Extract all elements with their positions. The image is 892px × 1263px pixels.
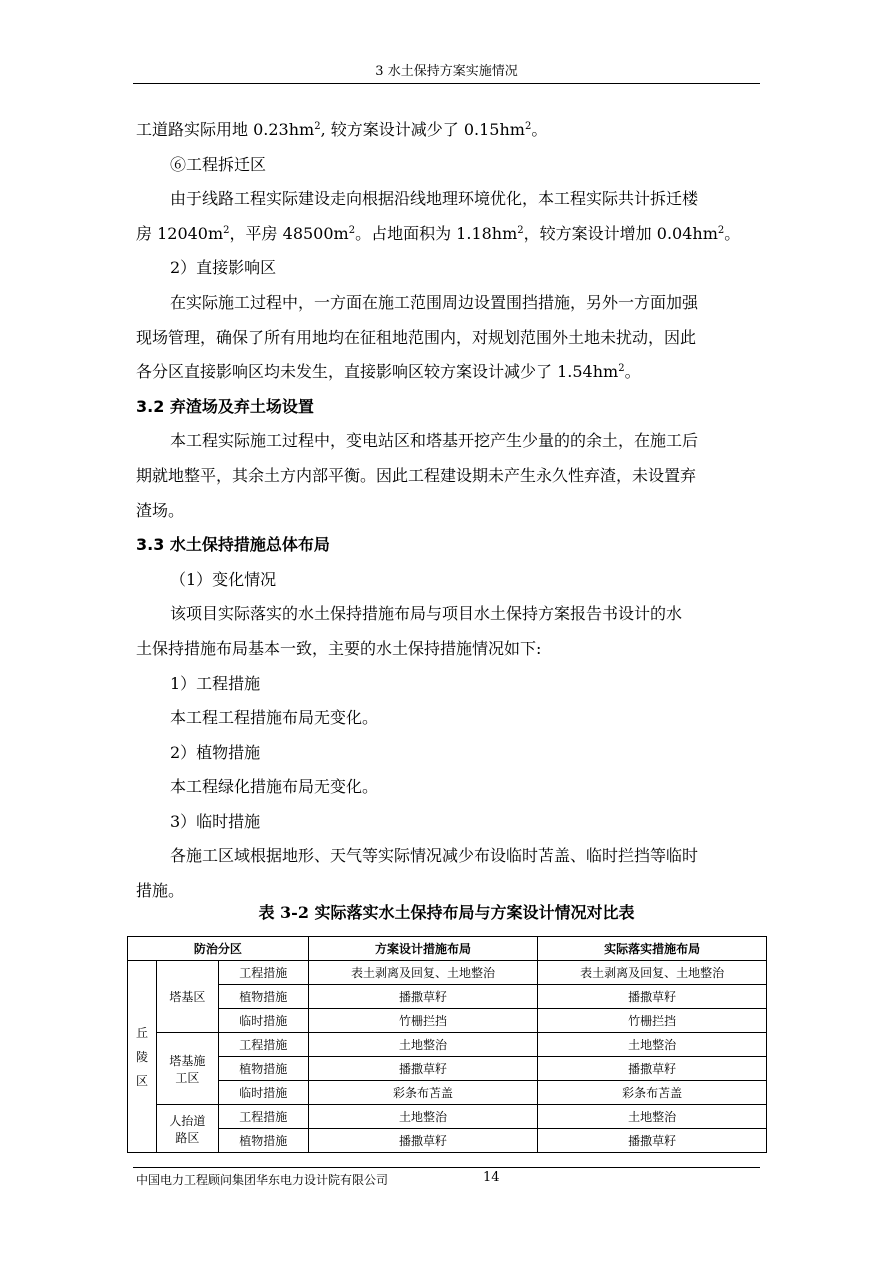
- paragraph: 措施。: [136, 881, 185, 901]
- paragraph: 本工程工程措施布局无变化。: [170, 708, 379, 728]
- table-title: 表 3-2 实际落实水土保持布局与方案设计情况对比表: [258, 903, 635, 922]
- paragraph: 现场管理，确保了所有用地均在征租地范围内，对规划范围外土地未扰动，因此: [136, 327, 697, 347]
- paragraph: 工道路实际用地 $0.23hm^2$, 较方案设计减少了 $0.15hm^2$。: [136, 120, 548, 139]
- table-row: [128, 1057, 767, 1081]
- header-rule: [133, 83, 760, 84]
- footer-rule: [133, 1167, 760, 1168]
- actual-cell: 土地整治: [538, 1033, 767, 1057]
- measure-type: 植物措施: [218, 1057, 308, 1081]
- header-plan: 方案设计措施布局: [308, 937, 538, 961]
- measure-type: 临时措施: [218, 1009, 308, 1033]
- table-row: [128, 1033, 767, 1057]
- paragraph: 3）临时措施: [170, 811, 261, 831]
- measure-type: 工程措施: [218, 1033, 308, 1057]
- table-row: [128, 961, 767, 985]
- plan-cell: 竹栅拦挡: [308, 1009, 538, 1033]
- paragraph: 2）植物措施: [170, 742, 261, 762]
- measure-type: 工程措施: [218, 961, 308, 985]
- body-text: [136, 113, 760, 909]
- paragraph: 在实际施工过程中，一方面在施工范围周边设置围挡措施，另外一方面加强: [170, 292, 699, 312]
- actual-cell: 彩条布苫盖: [538, 1081, 767, 1105]
- header-actual: 实际落实措施布局: [538, 937, 767, 961]
- actual-cell: 土地整治: [538, 1105, 767, 1129]
- paragraph: 房 $12040m^2$，平房 $48500m^2$。占地面积为 $1.18hm^2$，较方案设计增加 $0.04hm^2$。: [136, 223, 741, 243]
- zone-cell: [156, 1033, 218, 1105]
- plan-cell: 播撒草籽: [308, 1129, 538, 1153]
- measure-type: 植物措施: [218, 985, 308, 1009]
- actual-cell: 播撒草籽: [538, 1057, 767, 1081]
- table-row: [128, 985, 767, 1009]
- table-header-row: [128, 937, 767, 961]
- zone-label: 塔基施 工区: [169, 1053, 206, 1085]
- plan-cell: 表土剥离及回复、土地整治: [308, 961, 538, 985]
- actual-cell: 表土剥离及回复、土地整治: [538, 961, 767, 985]
- plan-cell: 彩条布苫盖: [308, 1081, 538, 1105]
- measure-type: 工程措施: [218, 1105, 308, 1129]
- paragraph: 2）直接影响区: [170, 258, 277, 278]
- paragraph: 由于线路工程实际建设走向根据沿线地理环境优化，本工程实际共计拆迁楼: [170, 189, 699, 209]
- paragraph: 渣场。: [136, 500, 185, 520]
- table-row: [128, 1081, 767, 1105]
- page-header-title: 3 水土保持方案实施情况: [375, 64, 518, 79]
- plan-cell: 土地整治: [308, 1033, 538, 1057]
- paragraph: 1）工程措施: [170, 673, 261, 693]
- paragraph: 各分区直接影响区均未发生，直接影响区较方案设计减少了 $1.54hm^2$。: [136, 362, 641, 382]
- paragraph: 该项目实际落实的水土保持措施布局与项目水土保持方案报告书设计的水: [170, 604, 683, 624]
- paragraph: 各施工区域根据地形、天气等实际情况减少布设临时苫盖、临时拦挡等临时: [170, 846, 699, 866]
- plan-cell: 播撒草籽: [308, 1057, 538, 1081]
- actual-cell: 播撒草籽: [538, 985, 767, 1009]
- section-heading: 3.3 水土保持措施总体布局: [136, 535, 330, 555]
- header-zone: 防治分区: [128, 937, 309, 961]
- actual-cell: 竹栅拦挡: [538, 1009, 767, 1033]
- paragraph: 本工程绿化措施布局无变化。: [170, 777, 379, 797]
- region-cell: [128, 961, 157, 1153]
- zone-label: 人抬道 路区: [169, 1113, 206, 1145]
- paragraph: ⑥工程拆迁区: [170, 154, 267, 174]
- zone-cell: 塔基区: [156, 961, 218, 1033]
- paragraph: 期就地整平，其余土方内部平衡。因此工程建设期未产生永久性弃渣，未设置弃: [136, 465, 697, 485]
- table-row: [128, 1105, 767, 1129]
- comparison-table: [127, 936, 767, 1153]
- table-row: [128, 1129, 767, 1153]
- page-number: 14: [483, 1170, 500, 1185]
- table-row: [128, 1009, 767, 1033]
- paragraph: 土保持措施布局基本一致，主要的水土保持措施情况如下:: [136, 638, 542, 658]
- section-heading: 3.2 弃渣场及弃土场设置: [136, 396, 314, 416]
- zone-cell: [156, 1105, 218, 1153]
- measure-type: 植物措施: [218, 1129, 308, 1153]
- paragraph: （1）变化情况: [170, 569, 277, 589]
- paragraph: 本工程实际施工过程中，变电站区和塔基开挖产生少量的的余土，在施工后: [170, 431, 699, 451]
- measure-type: 临时措施: [218, 1081, 308, 1105]
- plan-cell: 播撒草籽: [308, 985, 538, 1009]
- region-label: 丘 陵 区: [135, 1025, 148, 1088]
- footer-company: 中国电力工程顾问集团华东电力设计院有限公司: [136, 1173, 389, 1187]
- plan-cell: 土地整治: [308, 1105, 538, 1129]
- actual-cell: 播撒草籽: [538, 1129, 767, 1153]
